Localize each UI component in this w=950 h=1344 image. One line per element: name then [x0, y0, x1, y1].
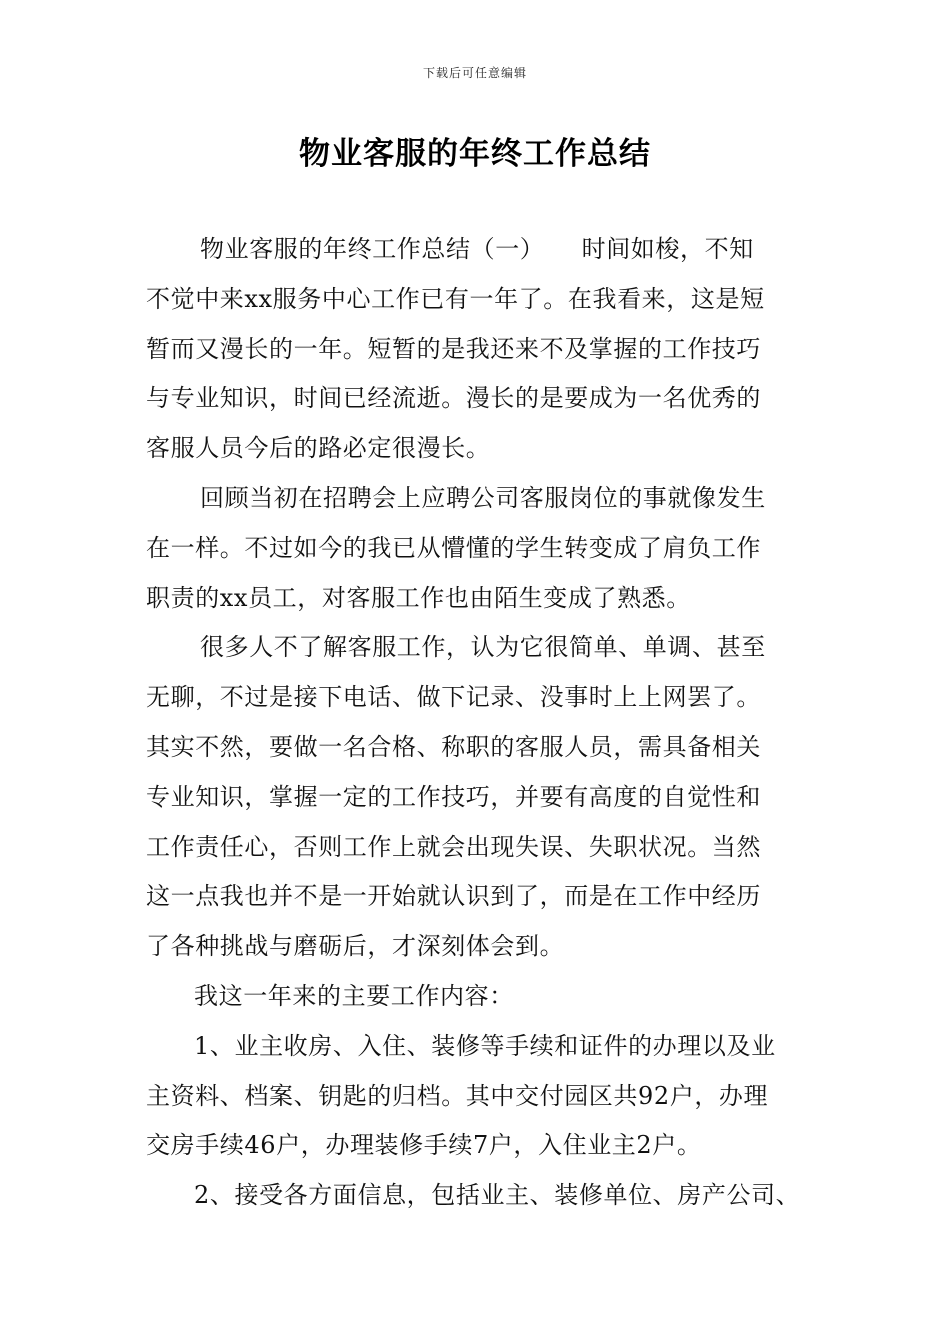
body-line: 我这一年来的主要工作内容： — [194, 981, 514, 1010]
body-line: 很多人不了解客服工作，认为它很简单、单调、甚至 — [200, 633, 766, 662]
body-line: 1、业主收房、入住、装修等手续和证件的办理以及业 — [194, 1031, 776, 1060]
body-line: 客服人员今后的路必定很漫长。 — [146, 434, 491, 463]
body-line: 工作责任心，否则工作上就会出现失误、失职状况。当然 — [146, 832, 761, 861]
body-line: 了各种挑战与磨砺后，才深刻体会到。 — [146, 932, 565, 961]
body-line: 不觉中来xx服务中心工作已有一年了。在我看来，这是短 — [146, 284, 765, 313]
body-line: 在一样。不过如今的我已从懵懂的学生转变成了肩负工作 — [146, 533, 761, 562]
body-line: 暂而又漫长的一年。短暂的是我还来不及掌握的工作技巧 — [146, 334, 761, 363]
body-line: 这一点我也并不是一开始就认识到了，而是在工作中经历 — [146, 882, 761, 911]
document-body — [146, 225, 818, 1221]
body-line: 主资料、档案、钥匙的归档。其中交付园区共92户，办理 — [146, 1081, 769, 1110]
body-line: 无聊，不过是接下电话、做下记录、没事时上上网罢了。 — [146, 683, 761, 712]
body-line: 与专业知识，时间已经流逝。漫长的是要成为一名优秀的 — [146, 384, 761, 413]
body-line: 职责的xx员工，对客服工作也由陌生变成了熟悉。 — [146, 583, 691, 612]
document-title: 物业客服的年终工作总结 — [299, 136, 651, 172]
body-line: 回顾当初在招聘会上应聘公司客服岗位的事就像发生 — [200, 483, 766, 512]
body-line: 交房手续46户，办理装修手续7户，入住业主2户。 — [146, 1131, 702, 1160]
body-line: 物业客服的年终工作总结（一） 时间如梭，不知 — [200, 235, 754, 263]
body-line: 专业知识，掌握一定的工作技巧，并要有高度的自觉性和 — [146, 782, 761, 811]
header-note: 下载后可任意编辑 — [422, 66, 527, 80]
body-line: 2、接受各方面信息，包括业主、装修单位、房产公司、 — [194, 1181, 801, 1210]
body-line: 其实不然，要做一名合格、称职的客服人员，需具备相关 — [146, 732, 761, 761]
